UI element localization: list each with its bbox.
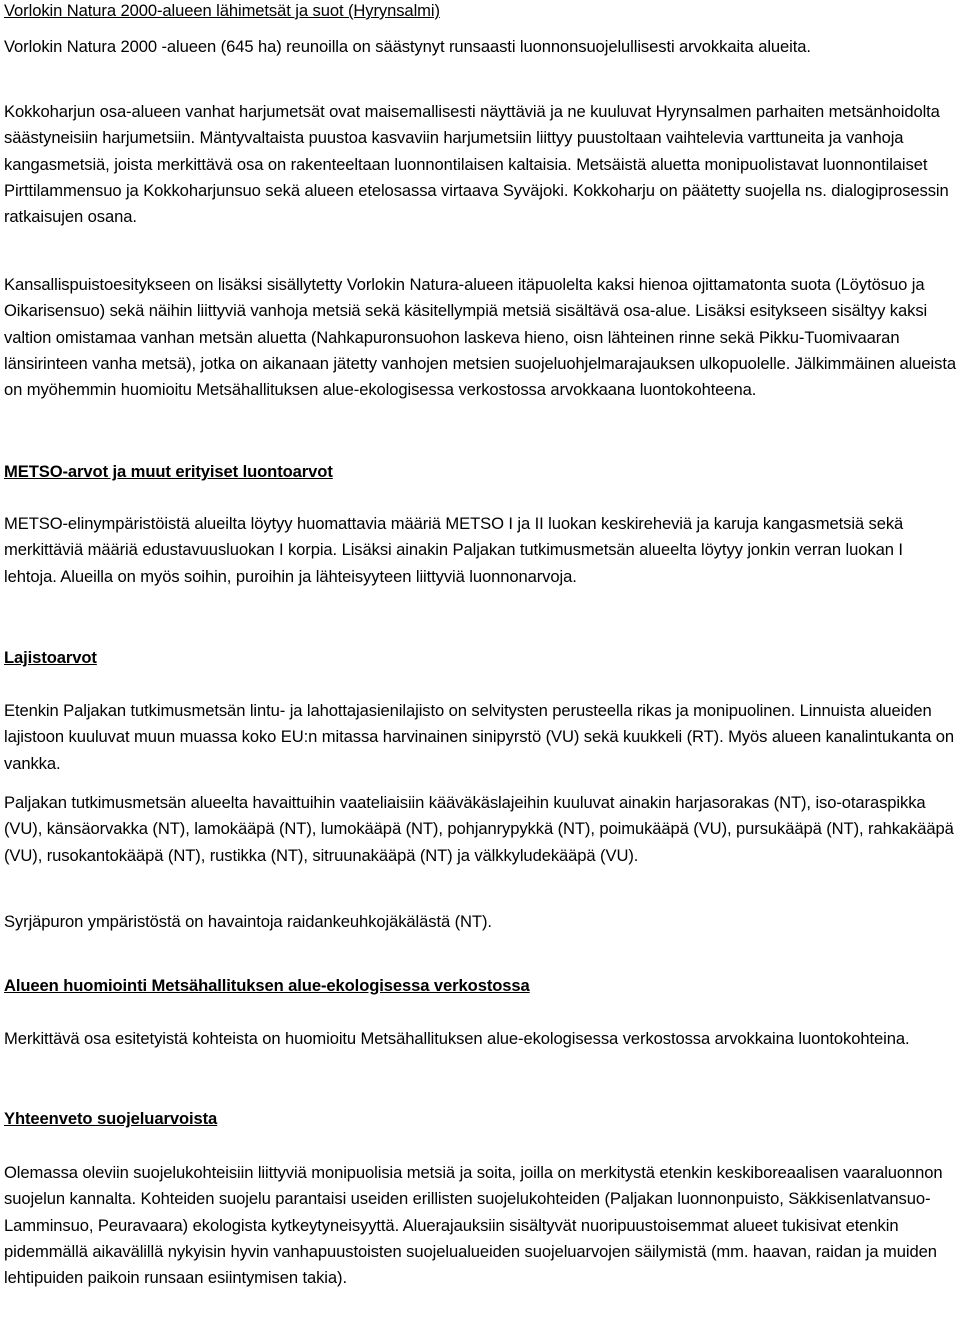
lajisto-paragraph-1: Etenkin Paljakan tutkimusmetsän lintu- ja lahottajasienilajisto on selvitysten perusteella rikas ja monipuolinen. Linnuista alueiden lajistoon kuuluvat muun muassa koko EU:n mitassa harvinainen sinipyrstö (VU) sekä kuukkeli (RT). Myös alueen kanalintukanta on vankka. (4, 701, 954, 773)
lajisto-paragraph-2: Paljakan tutkimusmetsän alueelta havaittuihin vaateliaisiin kääväkäslajeihin kuuluvat ainakin harjasorakas (NT), iso-otaraspikka (VU), känsäorvakka (NT), lamokääpä (NT), lumokääpä (NT), pohjanrypykkä (NT), poimukääpä (VU), pursukääpä (NT), rahkakääpä (VU), rusokantokääpä (NT), rustikka (NT), sitruunakääpä (NT) ja välkkyludekääpä (VU). (4, 793, 954, 865)
lajisto-heading: Lajistoarvot (4, 648, 97, 667)
vorlokin-paragraph-2: Kokkoharjun osa-alueen vanhat harjumetsät ovat maisemallisesti näyttäviä ja ne kuuluvat Hyrynsalmen parhaiten metsänhoidolta säästyneisiin harjumetsiin. Mäntyvaltaista puustoa kasvaviin harjumetsiin liittyy puustoltaan vaihtelevia varttuneita ja vanhoja kangasmetsiä, joista merkittävä osa on rakenteeltaan luonnontilaisen kaltaisia. Metsäistä aluetta monipuolistavat luonnontilaiset Pirttilammensuo ja Kokkoharjunsuo sekä alueen etelosassa virtaava Syväjoki. Kokkoharju on päätetty suojella ns. dialogiprosessin ratkaisujen osana. (4, 102, 949, 227)
metso-paragraph-1: METSO-elinympäristöistä alueilta löytyy huomattavia määriä METSO I ja II luokan keskireheviä ja karuja kangasmetsiä sekä merkittäviä määriä edustavuusluokan I korpia. Lisäksi ainakin Paljakan tutkimusmetsän alueelta löytyy jonkin verran luokan I lehtoja. Alueilla on myös soihin, puroihin ja lähteisyyteen liittyviä luonnonarvoja. (4, 514, 904, 586)
yhteenveto-paragraph-1: Olemassa oleviin suojelukohteisiin liittyviä monipuolisia metsiä ja soita, joilla on merkitystä etenkin keskiboreaalisen vaaraluonnon suojelun kannalta. Kohteiden suojelu parantaisi useiden erillisten suojelukohteiden (Paljakan luonnonpuisto, Säkkisenlatvansuo-Lamminsuo, Peuravaara) ekologista kytkeytyneisyyttä. Aluerajauksiin sisältyvät nuoripuustoisemmat alueet tukisivat etenkin pidemmällä aikavälillä nykyisin hyvin vanhapuustoisten suojelualueiden suojeluarvojen säilymistä (mm. haavan, raidan ja muiden lehtipuiden paikoin runsaan esiintymisen takia). (4, 1163, 943, 1288)
vorlokin-heading: Vorlokin Natura 2000-alueen lähimetsät ja suot (Hyrynsalmi) (4, 1, 440, 20)
vorlokin-paragraph-3: Kansallispuistoesitykseen on lisäksi sisällytetty Vorlokin Natura-alueen itäpuolelta kaksi hienoa ojittamatonta suota (Löytösuo ja Oikarisensuo) sekä näihin liittyviä vanhoja metsiä sekä käsitellympiä metsiä sisältävä osa-alue. Lisäksi esitykseen sisältyy kaksi valtion omistamaa vanhan metsän aluetta (Nahkapuronsuohon laskeva hieno, oisn lähteinen rinne sekä Pikku-Tuomivaaran länsirinteen vanha metsä), jotka on aikanaan jätetty vanhojen metsien suojeluohjelmarajauksen ulkopuolelle. Jälkimmäinen alueista on myöhemmin huomioitu Metsähallituksen alue-ekologisessa verkostossa arvokkaana luontokohteena. (4, 275, 956, 400)
verkosto-paragraph-1: Merkittävä osa esitetyistä kohteista on huomioitu Metsähallituksen alue-ekologisessa verkostossa arvokkaina luontokohteina. (4, 1029, 910, 1048)
lajisto-paragraph-3: Syrjäpuron ympäristöstä on havaintoja raidankeuhkojäkälästä (NT). (4, 912, 492, 931)
vorlokin-paragraph-1: Vorlokin Natura 2000 -alueen (645 ha) reunoilla on säästynyt runsaasti luonnonsuojelullisesti arvokkaita alueita. (4, 37, 811, 56)
yhteenveto-heading: Yhteenveto suojeluarvoista (4, 1109, 218, 1128)
verkosto-heading: Alueen huomiointi Metsähallituksen alue-ekologisessa verkostossa (4, 976, 530, 995)
metso-heading: METSO-arvot ja muut erityiset luontoarvot (4, 462, 333, 481)
